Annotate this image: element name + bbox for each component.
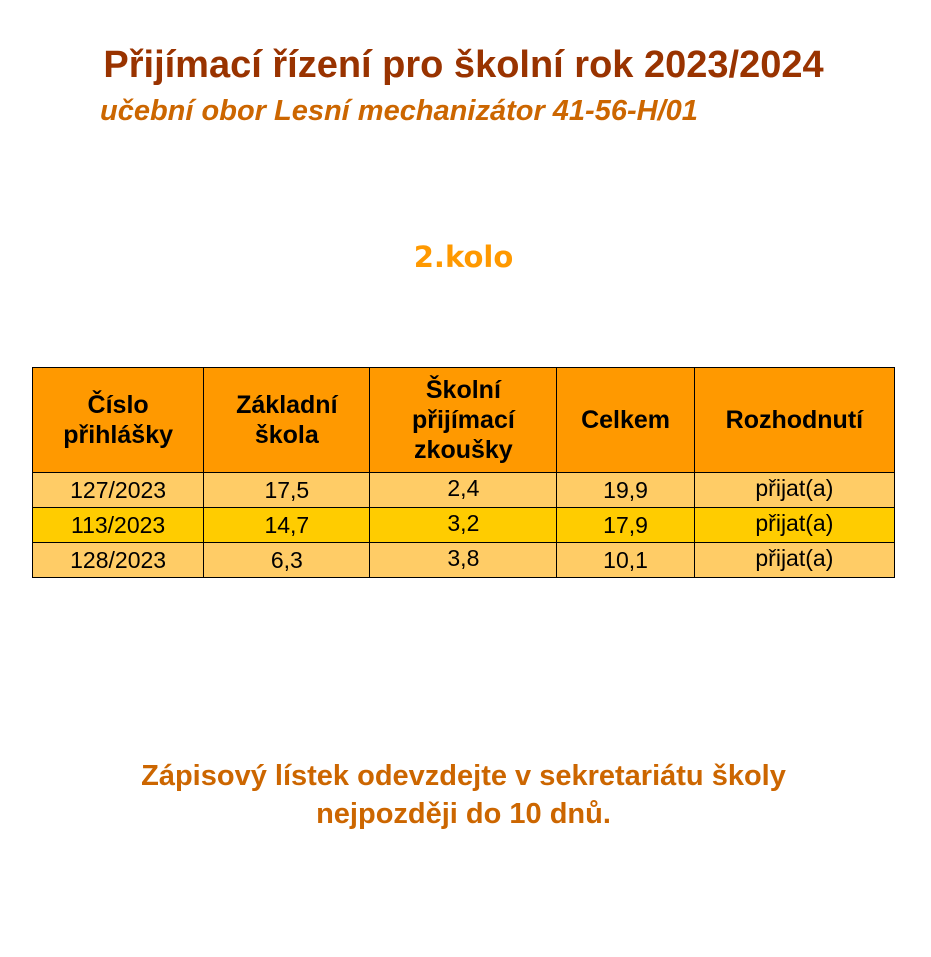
cell-total: 19,9	[557, 473, 694, 508]
cell-elementary-school: 17,5	[204, 473, 370, 508]
enrollment-note-line-1: Zápisový lístek odevzdejte v sekretariátu školy	[141, 760, 786, 792]
header-decision	[694, 368, 894, 473]
header-entrance-exams	[370, 368, 557, 473]
cell-entrance-exams: 3,2	[370, 508, 557, 543]
cell-application-number: 113/2023	[33, 508, 204, 543]
header-application-number-label: Číslo přihlášky	[63, 391, 173, 449]
results-table	[32, 367, 895, 578]
table-row	[33, 543, 895, 578]
cell-application-number: 127/2023	[33, 473, 204, 508]
header-total-label: Celkem	[581, 406, 671, 434]
cell-decision: přijat(a)	[694, 473, 894, 508]
header-application-number	[33, 368, 204, 473]
cell-total: 10,1	[557, 543, 694, 578]
enrollment-note	[0, 757, 931, 833]
cell-decision: přijat(a)	[694, 543, 894, 578]
cell-total: 17,9	[557, 508, 694, 543]
header-elementary-school	[204, 368, 370, 473]
page-subtitle: učební obor Lesní mechanizátor 41-56-H/01	[100, 95, 698, 127]
table-header-row	[33, 368, 895, 473]
cell-entrance-exams: 3,8	[370, 543, 557, 578]
table-row	[33, 508, 895, 543]
table-row	[33, 473, 895, 508]
cell-application-number: 128/2023	[33, 543, 204, 578]
header-elementary-school-label: Základní škola	[236, 391, 338, 449]
cell-decision: přijat(a)	[694, 508, 894, 543]
header-total	[557, 368, 694, 473]
header-decision-label: Rozhodnutí	[725, 406, 864, 434]
round-label: 2.kolo	[413, 240, 514, 274]
cell-entrance-exams: 2,4	[370, 473, 557, 508]
enrollment-note-line-2: nejpozději do 10 dnů.	[316, 798, 611, 830]
cell-elementary-school: 14,7	[204, 508, 370, 543]
page-title: Přijímací řízení pro školní rok 2023/2024	[103, 44, 824, 86]
cell-elementary-school: 6,3	[204, 543, 370, 578]
header-entrance-exams-label: Školní přijímací zkoušky	[411, 376, 515, 464]
